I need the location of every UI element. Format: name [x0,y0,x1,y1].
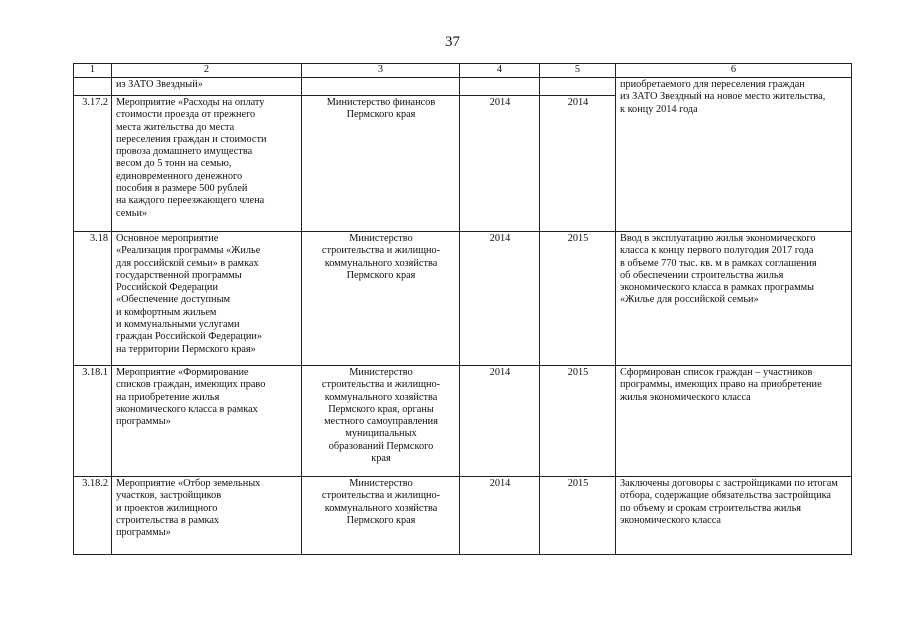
row-expected-result: Заключены договоры с застройщиками по итогам отбора, содержащие обязательства застройщика по объему и срокам строительства жилья экономического класса [616,477,852,555]
table-header-row [74,64,852,78]
page-number: 37 [445,34,460,50]
row-executor: Министерство финансов Пермского края [302,96,460,232]
row-expected-result: Ввод в эксплуатацию жилья экономического класса к концу первого полугодия 2017 года в объеме 770 тыс. кв. м в рамках соглашения об обеспечении строительства жилья экономического класса в рамках программы «Жилье для российской семьи» [616,232,852,366]
header-cell-4: 4 [460,64,540,78]
row-end-year: 2015 [540,477,616,555]
row-end-year: 2015 [540,366,616,477]
row-measure-name: Мероприятие «Формирование списков граждан, имеющих право на приобретение жилья экономического класса в рамках программы» [112,366,302,477]
header-cell-6: 6 [616,64,852,78]
row-number [74,78,112,96]
row-end-year: 2014 [540,96,616,232]
row-executor [302,78,460,96]
row-number: 3.18.1 [74,366,112,477]
header-cell-5: 5 [540,64,616,78]
row-start-year: 2014 [460,477,540,555]
row-number: 3.18 [74,232,112,366]
row-measure-name: из ЗАТО Звездный» [112,78,302,96]
header-cell-2: 2 [112,64,302,78]
row-executor: Министерство строительства и жилищно- коммунального хозяйства Пермского края, органы местного самоуправления муниципальных образований Пермского края [302,366,460,477]
table-row [74,366,852,477]
row-number: 3.18.2 [74,477,112,555]
row-measure-name: Основное мероприятие «Реализация программы «Жилье для российской семьи» в рамках государственной программы Российской Федерации «Обеспечение доступным и комфортным жильем и коммунальными услугами граждан Российской Федерации» на территории Пермского края» [112,232,302,366]
row-end-year [540,78,616,96]
row-start-year: 2014 [460,96,540,232]
row-start-year [460,78,540,96]
table-row [74,477,852,555]
row-start-year: 2014 [460,232,540,366]
row-end-year: 2015 [540,232,616,366]
row-expected-result: приобретаемого для переселения граждан из ЗАТО Звездный на новое место жительства, к концу 2014 года [616,78,852,232]
row-start-year: 2014 [460,366,540,477]
row-executor: Министерство строительства и жилищно- коммунального хозяйства Пермского края [302,477,460,555]
measures-table [73,63,852,555]
row-executor: Министерство строительства и жилищно- коммунального хозяйства Пермского края [302,232,460,366]
header-cell-3: 3 [302,64,460,78]
header-cell-1: 1 [74,64,112,78]
row-expected-result: Сформирован список граждан – участников программы, имеющих право на приобретение жилья экономического класса [616,366,852,477]
table-row [74,78,852,96]
row-measure-name: Мероприятие «Расходы на оплату стоимости проезда от прежнего места жительства до места переселения граждан и стоимости провоза домашнего имущества весом до 5 тонн на семью, единовременного денежного пособия в размере 500 рублей на каждого переезжающего члена семьи» [112,96,302,232]
row-measure-name: Мероприятие «Отбор земельных участков, застройщиков и проектов жилищного строительства в рамках программы» [112,477,302,555]
table-row [74,232,852,366]
row-number: 3.17.2 [74,96,112,232]
